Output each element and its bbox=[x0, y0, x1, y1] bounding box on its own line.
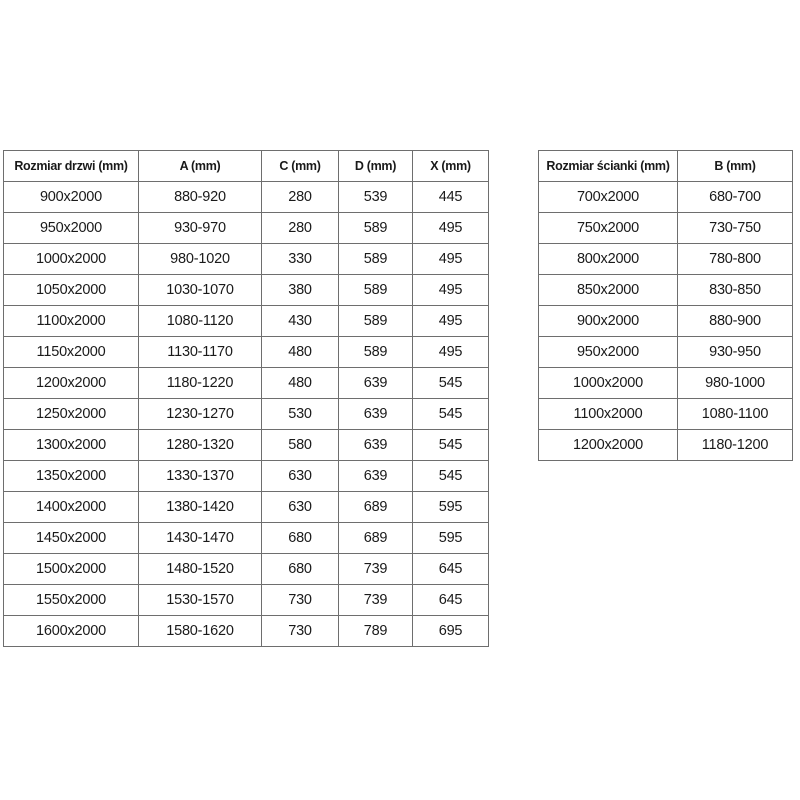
table-cell: 680 bbox=[262, 554, 339, 585]
table-cell: 930-970 bbox=[139, 213, 262, 244]
table-cell: 495 bbox=[413, 213, 489, 244]
table-cell: 330 bbox=[262, 244, 339, 275]
table-cell: 589 bbox=[339, 306, 413, 337]
table-cell: 495 bbox=[413, 244, 489, 275]
table-cell: 380 bbox=[262, 275, 339, 306]
table-cell: 830-850 bbox=[678, 275, 793, 306]
table-cell: 1100x2000 bbox=[539, 399, 678, 430]
table-cell: 930-950 bbox=[678, 337, 793, 368]
door-dimensions-table bbox=[3, 150, 489, 647]
table-cell: 789 bbox=[339, 616, 413, 647]
table-cell: 1500x2000 bbox=[4, 554, 139, 585]
table-cell: 1130-1170 bbox=[139, 337, 262, 368]
table-cell: 1280-1320 bbox=[139, 430, 262, 461]
header-row bbox=[539, 151, 793, 182]
table-row bbox=[539, 275, 793, 306]
table-cell: 480 bbox=[262, 337, 339, 368]
table-row bbox=[4, 554, 489, 585]
table-row bbox=[4, 182, 489, 213]
table-cell: 695 bbox=[413, 616, 489, 647]
table-row bbox=[539, 182, 793, 213]
table-cell: 739 bbox=[339, 585, 413, 616]
table-row bbox=[4, 368, 489, 399]
table-cell: 545 bbox=[413, 430, 489, 461]
table-cell: 1400x2000 bbox=[4, 492, 139, 523]
table-cell: 1200x2000 bbox=[539, 430, 678, 461]
table-cell: 1050x2000 bbox=[4, 275, 139, 306]
table-cell: 1180-1200 bbox=[678, 430, 793, 461]
table-cell: 730-750 bbox=[678, 213, 793, 244]
table-cell: 900x2000 bbox=[539, 306, 678, 337]
table-cell: 589 bbox=[339, 244, 413, 275]
table-row bbox=[4, 244, 489, 275]
table-row bbox=[4, 275, 489, 306]
column-header: A (mm) bbox=[139, 151, 262, 182]
table-row bbox=[4, 213, 489, 244]
table-cell: 980-1000 bbox=[678, 368, 793, 399]
table-cell: 1230-1270 bbox=[139, 399, 262, 430]
table-row bbox=[539, 430, 793, 461]
table-cell: 880-900 bbox=[678, 306, 793, 337]
table-cell: 539 bbox=[339, 182, 413, 213]
table-cell: 595 bbox=[413, 492, 489, 523]
table-cell: 1030-1070 bbox=[139, 275, 262, 306]
table-cell: 580 bbox=[262, 430, 339, 461]
table-row bbox=[539, 399, 793, 430]
table-cell: 1330-1370 bbox=[139, 461, 262, 492]
table-cell: 730 bbox=[262, 585, 339, 616]
table-cell: 1100x2000 bbox=[4, 306, 139, 337]
table-row bbox=[539, 244, 793, 275]
table-cell: 680 bbox=[262, 523, 339, 554]
table-cell: 1580-1620 bbox=[139, 616, 262, 647]
table-cell: 689 bbox=[339, 523, 413, 554]
table-cell: 1300x2000 bbox=[4, 430, 139, 461]
table-cell: 645 bbox=[413, 585, 489, 616]
table-cell: 900x2000 bbox=[4, 182, 139, 213]
table-cell: 1430-1470 bbox=[139, 523, 262, 554]
wall-dimensions-table bbox=[538, 150, 793, 461]
table-cell: 1080-1120 bbox=[139, 306, 262, 337]
table-cell: 495 bbox=[413, 306, 489, 337]
table-cell: 545 bbox=[413, 399, 489, 430]
table-cell: 445 bbox=[413, 182, 489, 213]
table-row bbox=[539, 213, 793, 244]
table-cell: 980-1020 bbox=[139, 244, 262, 275]
table-cell: 950x2000 bbox=[539, 337, 678, 368]
table-cell: 495 bbox=[413, 275, 489, 306]
table-row bbox=[4, 585, 489, 616]
table-cell: 280 bbox=[262, 182, 339, 213]
table-cell: 800x2000 bbox=[539, 244, 678, 275]
table-row bbox=[539, 368, 793, 399]
column-header: B (mm) bbox=[678, 151, 793, 182]
table-row bbox=[4, 523, 489, 554]
table-cell: 545 bbox=[413, 461, 489, 492]
table-cell: 1000x2000 bbox=[4, 244, 139, 275]
table-row bbox=[4, 337, 489, 368]
table-cell: 639 bbox=[339, 461, 413, 492]
table-row bbox=[4, 430, 489, 461]
table-cell: 430 bbox=[262, 306, 339, 337]
table-cell: 680-700 bbox=[678, 182, 793, 213]
table-cell: 1350x2000 bbox=[4, 461, 139, 492]
table-cell: 280 bbox=[262, 213, 339, 244]
table-cell: 689 bbox=[339, 492, 413, 523]
table-cell: 495 bbox=[413, 337, 489, 368]
table-cell: 630 bbox=[262, 492, 339, 523]
table-cell: 750x2000 bbox=[539, 213, 678, 244]
table-row bbox=[539, 337, 793, 368]
table-cell: 730 bbox=[262, 616, 339, 647]
table-cell: 589 bbox=[339, 337, 413, 368]
table-cell: 1550x2000 bbox=[4, 585, 139, 616]
table-cell: 950x2000 bbox=[4, 213, 139, 244]
table-cell: 545 bbox=[413, 368, 489, 399]
column-header: C (mm) bbox=[262, 151, 339, 182]
table-cell: 1000x2000 bbox=[539, 368, 678, 399]
table-cell: 880-920 bbox=[139, 182, 262, 213]
column-header: Rozmiar ścianki (mm) bbox=[539, 151, 678, 182]
table-cell: 480 bbox=[262, 368, 339, 399]
table-cell: 1250x2000 bbox=[4, 399, 139, 430]
column-header: D (mm) bbox=[339, 151, 413, 182]
table-row bbox=[4, 461, 489, 492]
table-cell: 639 bbox=[339, 368, 413, 399]
table-row bbox=[4, 492, 489, 523]
table-cell: 589 bbox=[339, 213, 413, 244]
table-row bbox=[539, 306, 793, 337]
table-cell: 1480-1520 bbox=[139, 554, 262, 585]
table-cell: 1530-1570 bbox=[139, 585, 262, 616]
table-cell: 630 bbox=[262, 461, 339, 492]
table-cell: 1380-1420 bbox=[139, 492, 262, 523]
table-cell: 589 bbox=[339, 275, 413, 306]
table-cell: 1600x2000 bbox=[4, 616, 139, 647]
table-row bbox=[4, 616, 489, 647]
header-row bbox=[4, 151, 489, 182]
table-row bbox=[4, 306, 489, 337]
table-cell: 1200x2000 bbox=[4, 368, 139, 399]
table-cell: 1450x2000 bbox=[4, 523, 139, 554]
table-row bbox=[4, 399, 489, 430]
table-cell: 700x2000 bbox=[539, 182, 678, 213]
table-cell: 639 bbox=[339, 430, 413, 461]
table-cell: 530 bbox=[262, 399, 339, 430]
table-cell: 850x2000 bbox=[539, 275, 678, 306]
table-cell: 595 bbox=[413, 523, 489, 554]
table-cell: 639 bbox=[339, 399, 413, 430]
table-cell: 739 bbox=[339, 554, 413, 585]
column-header: X (mm) bbox=[413, 151, 489, 182]
column-header: Rozmiar drzwi (mm) bbox=[4, 151, 139, 182]
table-cell: 1080-1100 bbox=[678, 399, 793, 430]
table-cell: 645 bbox=[413, 554, 489, 585]
table-cell: 780-800 bbox=[678, 244, 793, 275]
table-cell: 1150x2000 bbox=[4, 337, 139, 368]
table-cell: 1180-1220 bbox=[139, 368, 262, 399]
